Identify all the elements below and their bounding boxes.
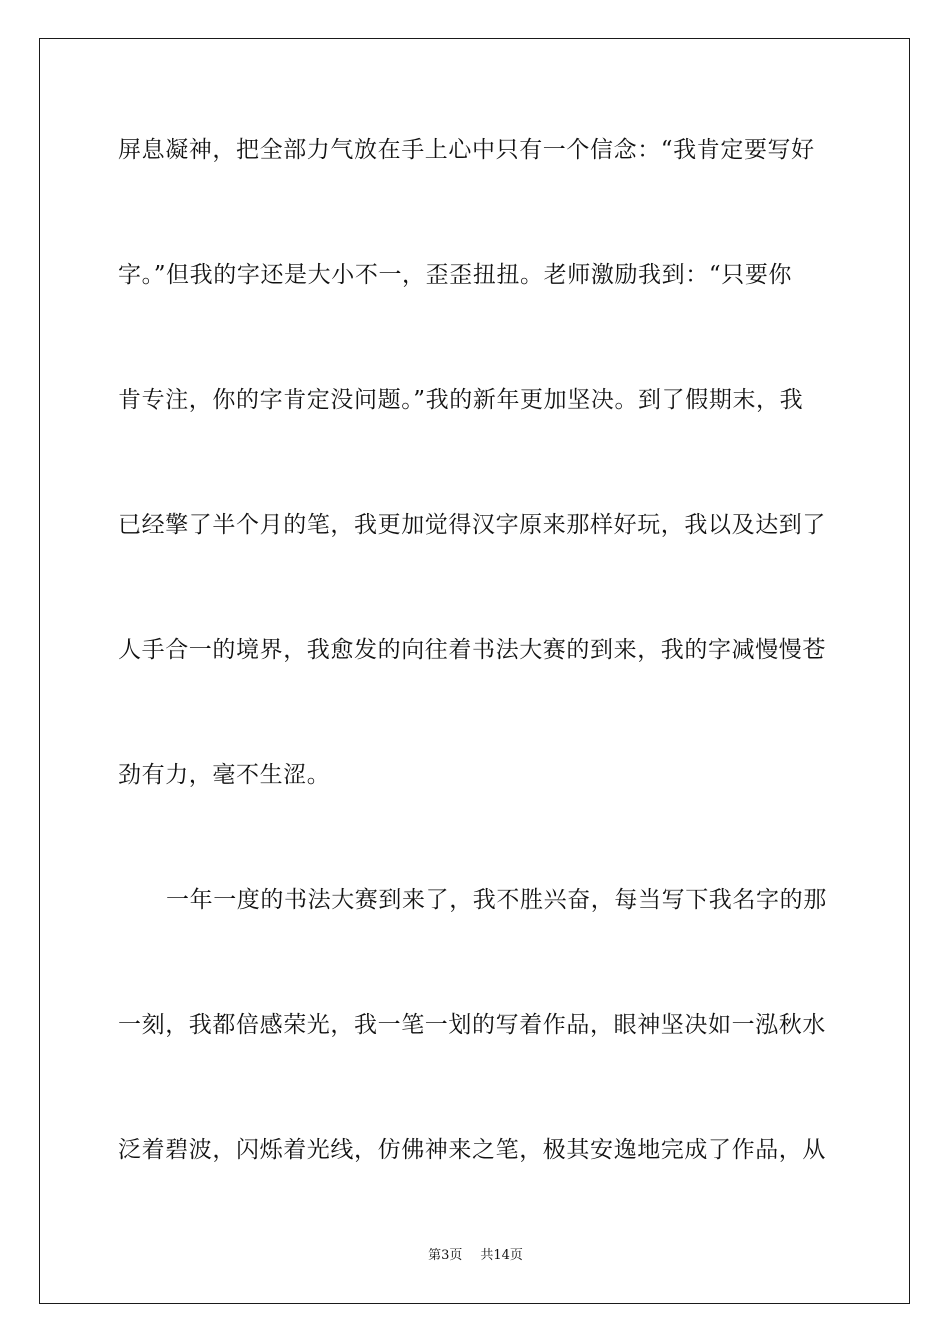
- page-footer: [40, 1247, 911, 1265]
- text-line: 人手合一的境界，我愈发的向往着书法大赛的到来，我的字减慢慢苍: [118, 637, 826, 663]
- text-line: 屏息凝神，把全部力气放在手上心中只有一个信念：“我肯定要写好: [118, 137, 815, 163]
- page-number: 第3页: [428, 1248, 463, 1263]
- page-total: 共14页: [480, 1248, 523, 1263]
- text-line: 已经擎了半个月的笔，我更加觉得汉字原来那样好玩，我以及达到了: [118, 512, 826, 538]
- text-line: 字。”但我的字还是大小不一，歪歪扭扭。老师激励我到：“只要你: [118, 262, 793, 288]
- paragraph-first-line: 一年一度的书法大赛到来了，我不胜兴奋，每当写下我名字的那: [166, 887, 827, 913]
- text-line: 劲有力，毫不生涩。: [118, 762, 331, 788]
- text-line: 一刻，我都倍感荣光，我一笔一划的写着作品，眼神坚决如一泓秋水: [118, 1012, 826, 1038]
- text-line: 肯专注，你的字肯定没问题。”我的新年更加坚决。到了假期末，我: [118, 387, 804, 413]
- text-line: 泛着碧波，闪烁着光线，仿佛神来之笔，极其安逸地完成了作品，从: [118, 1137, 826, 1163]
- document-page: [39, 38, 910, 1304]
